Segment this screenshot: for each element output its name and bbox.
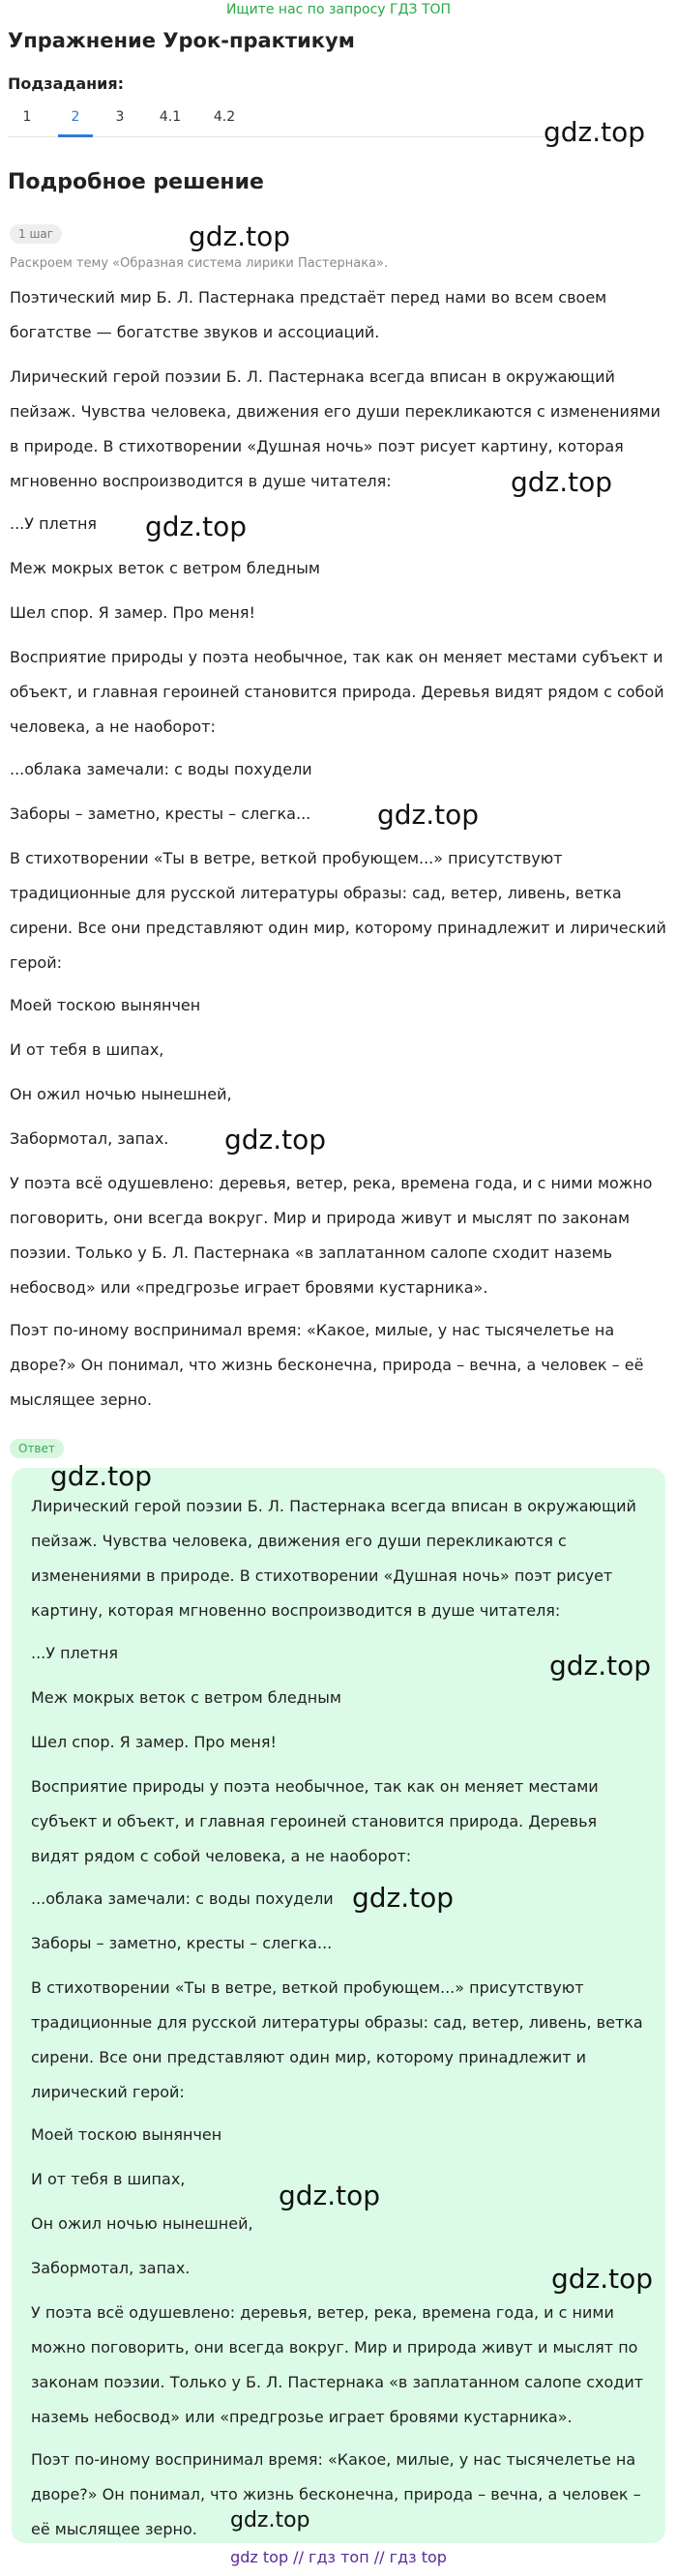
answer-verse-line: Шел спор. Я замер. Про меня! [31,1733,277,1751]
step-note: Раскроем тему «Образная система лирики Пастернака». [10,256,389,271]
watermark: gdz.top [377,799,480,831]
tab-subtask-2[interactable]: 2 [58,104,93,137]
watermark: gdz.top [50,1460,153,1492]
watermark: gdz.top [549,1650,652,1682]
top-banner: Ищите нас по запросу ГДЗ ТОП [225,2,452,17]
tab-subtask-4-1[interactable]: 4.1 [159,109,182,125]
answer-paragraph: Восприятие природы у поэта необычное, так как он меняет местами субъект и объект, и главная героиней становится природа. Деревья видят рядом с собой человека, а не наоборот: [31,1777,599,1865]
solution-verse-line: Заборы – заметно, кресты – слегка... [10,805,311,823]
watermark: gdz.top [551,2263,654,2295]
subtasks-label: Подзадания: [8,74,125,93]
solution-title: Подробное решение [8,170,264,194]
tab-subtask-4-2[interactable]: 4.2 [213,109,236,125]
solution-paragraph: Поэт по-иному воспринимал время: «Какое, милые, у нас тысячелетье на дворе?» Он понимал, что жизнь бесконечна, природа – вечна, а человек – её мыслящее зерно. [10,1321,644,1409]
solution-paragraph: Лирический герой поэзии Б. Л. Пастернака всегда вписан в окружающий пейзаж. Чувства человека, движения его души перекликаются с изменениями в природе. В стихотворении «Душная ночь» поэт рисует картину, которая мгновенно воспроизводится в душе читателя: [10,367,661,490]
solution-verse-line: Шел спор. Я замер. Про меня! [10,603,255,622]
watermark: gdz.top [352,1882,455,1914]
answer-badge: Ответ [10,1439,64,1458]
solution-verse-line: Он ожил ночью нынешней, [10,1085,232,1103]
answer-verse-line: Забормотал, запах. [31,2259,191,2277]
answer-paragraph: У поэта всё одушевлено: деревья, ветер, река, времена года, и с ними можно поговорить, они всегда вокруг. Мир и природа живут и мыслят по законам поэзии. Только у Б. Л. Пастернака «в заплатанном салопе сходит наземь небосвод» или «предгрозье играет бровями кустарника». [31,2303,644,2426]
watermark: gdz.top [230,2508,310,2532]
watermark: gdz.top [224,1124,327,1156]
watermark: gdz.top [511,466,613,498]
page-title: Упражнение Урок-практикум [8,29,355,52]
step-badge: 1 шаг [10,224,62,244]
watermark: gdz.top [145,511,248,542]
answer-verse-line: ...У плетня [31,1644,119,1662]
solution-verse-line: ...У плетня [10,514,98,533]
watermark: gdz.top [189,220,291,252]
solution-verse-line: И от тебя в шипах, [10,1040,164,1059]
answer-paragraph: В стихотворении «Ты в ветре, веткой пробующем...» присутствуют традиционные для русской литературы образы: сад, ветер, ливень, ветка сирени. Все они представляют один мир, которому принадлежит и лирический герой: [31,1978,643,2101]
answer-verse-line: И от тебя в шипах, [31,2170,186,2188]
footer-links[interactable]: gdz top // гдз топ // гдз top [230,2548,447,2566]
solution-paragraph: У поэта всё одушевлено: деревья, ветер, река, времена года, и с ними можно поговорить, они всегда вокруг. Мир и природа живут и мыслят по законам поэзии. Только у Б. Л. Пастернака «в заплатанном салопе сходит наземь небосвод» или «предгрозье играет бровями кустарника». [10,1174,653,1297]
answer-verse-line: Моей тоскою вынянчен [31,2125,222,2144]
solution-verse-line: Моей тоскою вынянчен [10,996,201,1014]
answer-verse-line: Он ожил ночью нынешней, [31,2214,253,2233]
solution-paragraph: В стихотворении «Ты в ветре, веткой пробующем...» присутствуют традиционные для русской литературы образы: сад, ветер, ливень, ветка сирени. Все они представляют один мир, которому принадлежит и лирический герой: [10,849,666,972]
solution-paragraph: Поэтический мир Б. Л. Пастернака предстаёт перед нами во всем своем богатстве — богатстве звуков и ассоциаций. [10,288,607,341]
answer-paragraph: Лирический герой поэзии Б. Л. Пастернака всегда вписан в окружающий пейзаж. Чувства человека, движения его души перекликаются с изменениями в природе. В стихотворении «Душная ночь» поэт рисует картину, которая мгновенно воспроизводится в душе читателя: [31,1497,636,1620]
tab-subtask-3[interactable]: 3 [115,109,125,125]
solution-paragraph: Восприятие природы у поэта необычное, так как он меняет местами субъект и объект, и главная героиней становится природа. Деревья видят рядом с собой человека, а не наоборот: [10,648,664,736]
answer-verse-line: ...облака замечали: с воды похудели [31,1889,334,1908]
answer-verse-line: Меж мокрых веток с ветром бледным [31,1688,341,1707]
solution-verse-line: ...облака замечали: с воды похудели [10,760,312,778]
solution-verse-line: Меж мокрых веток с ветром бледным [10,559,320,577]
watermark: gdz.top [544,116,646,148]
solution-verse-line: Забормотал, запах. [10,1129,169,1148]
answer-paragraph: Поэт по-иному воспринимал время: «Какое, милые, у нас тысячелетье на дворе?» Он понимал, что жизнь бесконечна, природа – вечна, а человек – её мыслящее зерно. [31,2450,641,2538]
tab-subtask-1[interactable]: 1 [22,109,32,125]
watermark: gdz.top [279,2180,381,2211]
answer-verse-line: Заборы – заметно, кресты – слегка... [31,1934,333,1952]
